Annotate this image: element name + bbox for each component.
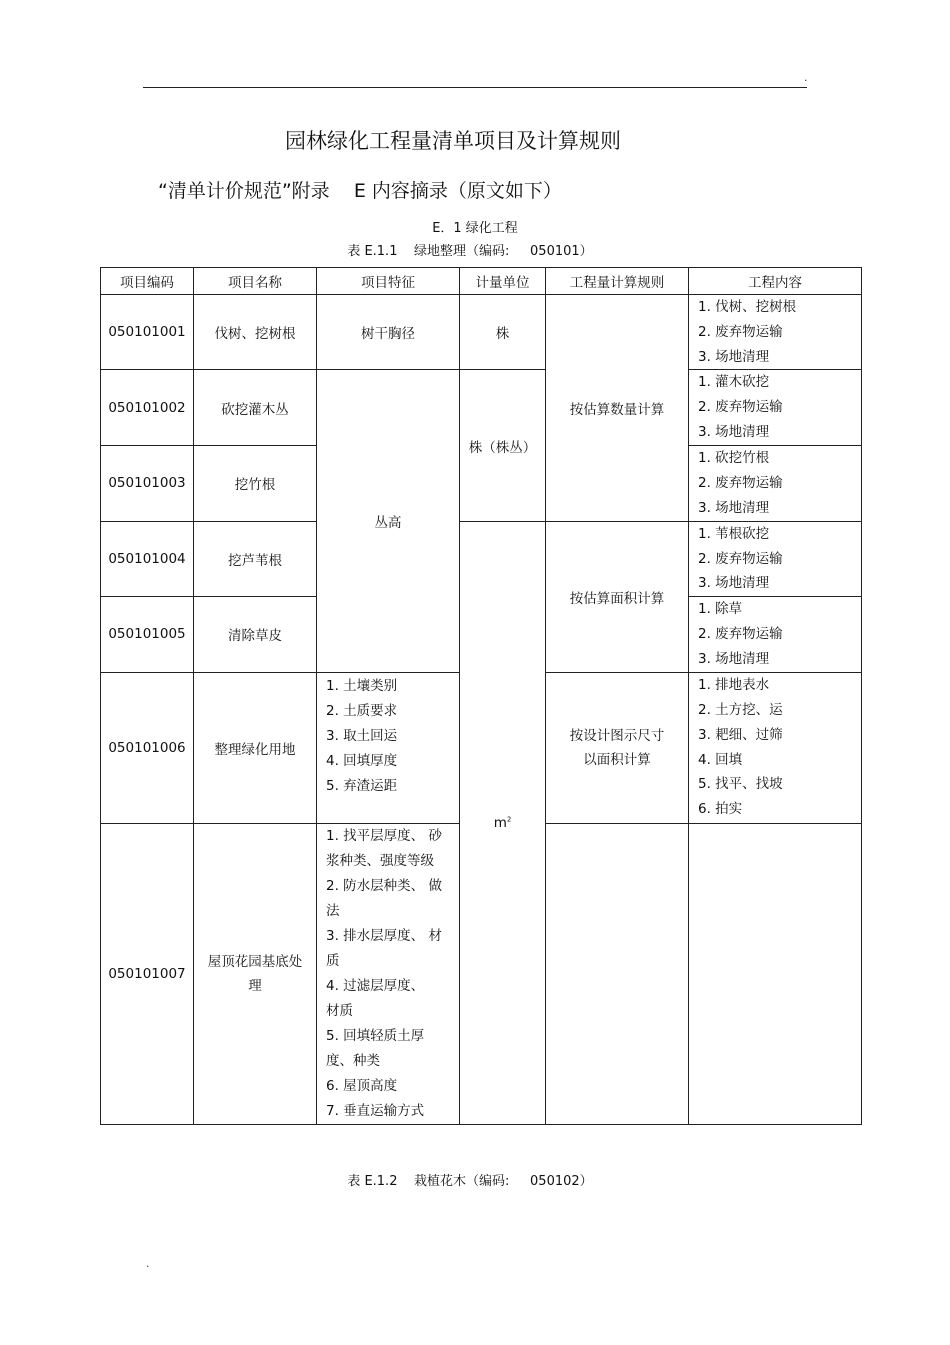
item-name: 挖竹根 — [194, 445, 317, 521]
col-header-rule: 工程量计算规则 — [546, 268, 689, 295]
item-content — [689, 521, 862, 596]
feature-line: 6. 屋顶高度 — [326, 1077, 398, 1094]
col-header-content: 工程内容 — [689, 268, 862, 295]
content-line: 2. 废弃物运输 — [698, 625, 783, 642]
col-header-features: 项目特征 — [317, 268, 460, 295]
feature-line: 材质 — [326, 1002, 353, 1019]
feature-line: 1. 找平层厚度、 砂 — [326, 827, 442, 844]
content-line: 1. 灌木砍挖 — [698, 374, 770, 391]
feature-line: 3. 排水层厚度、 材 — [326, 927, 442, 944]
calc-rule-design — [546, 672, 689, 823]
table-row — [101, 521, 862, 596]
item-name: 屋顶花园基底处理 — [194, 823, 317, 1124]
item-content — [689, 672, 862, 823]
header-rule — [143, 87, 807, 88]
item-code: 050101003 — [101, 445, 194, 521]
content-line: 2. 废弃物运输 — [698, 550, 783, 567]
item-code: 050101007 — [101, 823, 194, 1124]
item-unit: 株 — [460, 295, 546, 370]
content-line: 3. 场地清理 — [698, 575, 770, 592]
content-line: 2. 废弃物运输 — [698, 399, 783, 416]
item-code: 050101001 — [101, 295, 194, 370]
item-content — [689, 295, 862, 370]
item-code: 050101004 — [101, 521, 194, 596]
content-line: 3. 场地清理 — [698, 348, 770, 365]
content-line: 1. 砍挖竹根 — [698, 450, 770, 467]
feature-line: 法 — [326, 902, 340, 919]
item-name: 清除草皮 — [194, 597, 317, 672]
item-code: 050101002 — [101, 370, 194, 445]
page-dot-top: . — [804, 71, 808, 84]
content-line: 3. 耙细、过筛 — [698, 726, 783, 743]
item-name: 整理绿化用地 — [194, 672, 317, 823]
content-line: 3. 场地清理 — [698, 423, 770, 440]
unit-area-exponent: 2 — [506, 815, 512, 824]
feature-line: 4. 过滤层厚度、 — [326, 977, 425, 994]
item-feature-list — [317, 823, 460, 1124]
content-line: 2. 废弃物运输 — [698, 323, 783, 340]
rule-line: 以面积计算 — [583, 751, 651, 768]
calc-rule-count: 按估算数量计算 — [546, 295, 689, 522]
content-line: 1. 排地表水 — [698, 677, 770, 694]
table-caption-e112: 表 E.1.2 栽植花木（编码: 050102） — [347, 1174, 593, 1189]
item-unit-empty — [546, 823, 689, 1124]
col-header-name: 项目名称 — [194, 268, 317, 295]
feature-line: 质 — [326, 952, 340, 969]
unit-area-text: m — [493, 814, 507, 831]
document-title: 园林绿化工程量清单项目及计算规则 — [285, 129, 621, 153]
feature-line: 1. 土壤类别 — [326, 677, 398, 694]
feature-line: 浆种类、强度等级 — [326, 852, 434, 869]
table-header-row — [101, 268, 862, 295]
content-line: 1. 苇根砍挖 — [698, 525, 770, 542]
feature-line: 5. 回填轻质土厚 — [326, 1027, 425, 1044]
calc-rule-empty — [689, 823, 862, 1124]
item-feature: 树干胸径 — [317, 295, 460, 370]
item-content — [689, 597, 862, 672]
item-unit-shrub: 株（株丛） — [460, 370, 546, 521]
item-unit-area — [460, 521, 546, 1124]
content-line: 4. 回填 — [698, 751, 743, 768]
document-subtitle: “清单计价规范”附录 E 内容摘录（原文如下） — [158, 180, 562, 202]
item-name: 伐树、挖树根 — [194, 295, 317, 370]
item-name: 挖芦苇根 — [194, 521, 317, 596]
item-code: 050101006 — [101, 672, 194, 823]
content-line: 5. 找平、找坡 — [698, 776, 783, 793]
item-code: 050101005 — [101, 597, 194, 672]
content-line: 2. 土方挖、运 — [698, 701, 783, 718]
feature-line: 5. 弃渣运距 — [326, 777, 398, 794]
content-line: 2. 废弃物运输 — [698, 474, 783, 491]
table-caption-e111: 表 E.1.1 绿地整理（编码: 050101） — [347, 244, 593, 259]
feature-line: 3. 取土回运 — [326, 727, 398, 744]
calc-rule-area: 按估算面积计算 — [546, 521, 689, 672]
content-line: 3. 场地清理 — [698, 499, 770, 516]
feature-line: 度、种类 — [326, 1052, 380, 1069]
feature-line: 4. 回填厚度 — [326, 752, 398, 769]
item-content — [689, 445, 862, 521]
table-row — [101, 295, 862, 370]
content-line: 1. 除草 — [698, 601, 743, 618]
content-line: 6. 拍实 — [698, 801, 743, 818]
table-row — [101, 370, 862, 445]
item-feature-height: 丛高 — [317, 370, 460, 672]
feature-line: 7. 垂直运输方式 — [326, 1102, 425, 1119]
page-dot-bottom: . — [146, 1257, 150, 1270]
content-line: 1. 伐树、挖树根 — [698, 299, 797, 315]
col-header-code: 项目编码 — [101, 268, 194, 295]
item-name: 砍挖灌木丛 — [194, 370, 317, 445]
content-line: 3. 场地清理 — [698, 650, 770, 667]
rule-line: 按设计图示尺寸 — [569, 727, 665, 744]
item-feature-list — [317, 672, 460, 823]
feature-line: 2. 土质要求 — [326, 702, 398, 719]
feature-line: 2. 防水层种类、 做 — [326, 877, 442, 894]
green-land-table — [100, 267, 862, 1125]
item-content — [689, 370, 862, 445]
col-header-unit: 计量单位 — [460, 268, 546, 295]
section-title: E．1 绿化工程 — [432, 221, 518, 236]
